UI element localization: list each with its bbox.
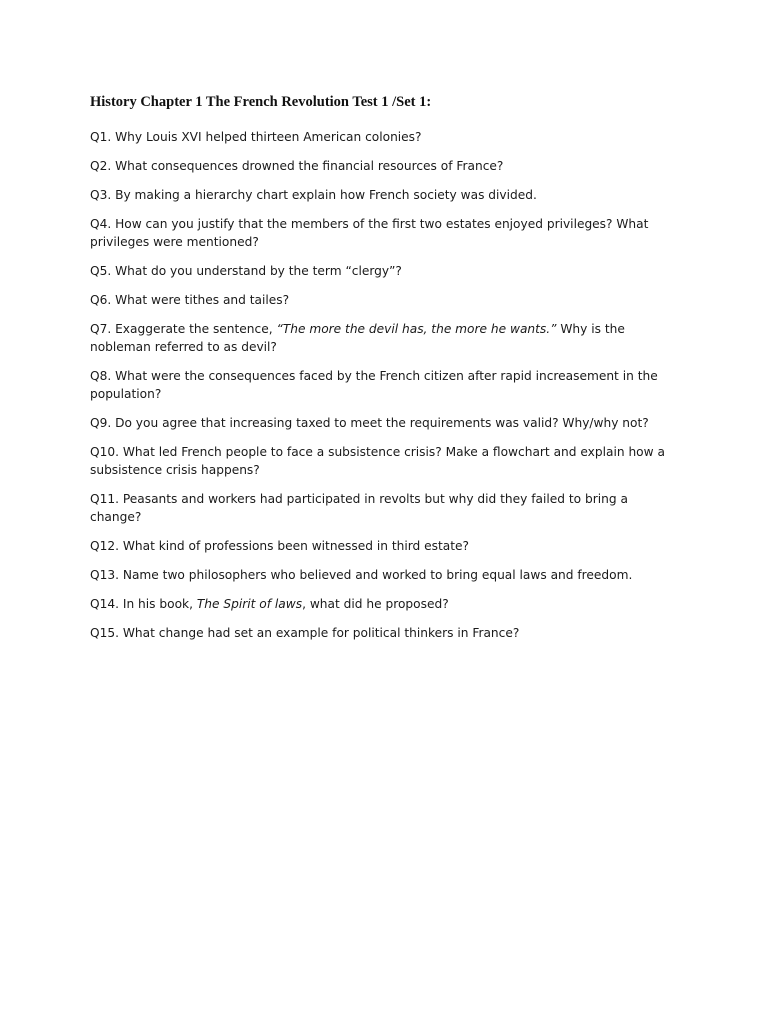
question-4: Q4. How can you justify that the members of the first two estates enjoyed privileges? What privileges were mentioned? — [90, 217, 649, 249]
question-2: Q2. What consequences drowned the financial resources of France? — [90, 159, 504, 173]
question-14 — [90, 595, 670, 613]
question-7-text: Q7. Exaggerate the sentence, — [90, 322, 277, 336]
question-8: Q8. What were the consequences faced by the French citizen after rapid increasement in the population? — [90, 369, 658, 401]
document-title: History Chapter 1 The French Revolution Test 1 /Set 1: — [90, 94, 432, 110]
question-7-text-end: Why is the nobleman referred to as devil? — [90, 322, 625, 354]
question-12: Q12. What kind of professions been witnessed in third estate? — [90, 539, 469, 553]
question-11: Q11. Peasants and workers had participated in revolts but why did they failed to bring a change? — [90, 492, 628, 524]
question-13: Q13. Name two philosophers who believed and worked to bring equal laws and freedom. — [90, 568, 633, 582]
question-3: Q3. By making a hierarchy chart explain how French society was divided. — [90, 188, 537, 202]
question-1: Q1. Why Louis XVI helped thirteen American colonies? — [90, 130, 422, 144]
question-7-quote: “The more the devil has, the more he wants.” — [276, 322, 557, 336]
document-content — [90, 93, 670, 653]
question-14-text: Q14. In his book, — [90, 597, 197, 611]
question-6: Q6. What were tithes and tailes? — [90, 293, 290, 307]
question-7 — [90, 320, 670, 356]
question-15: Q15. What change had set an example for political thinkers in France? — [90, 626, 520, 640]
question-5: Q5. What do you understand by the term “clergy”? — [90, 264, 402, 278]
question-14-book-title: The Spirit of laws — [196, 597, 303, 611]
question-9: Q9. Do you agree that increasing taxed to meet the requirements was valid? Why/why not? — [90, 416, 649, 430]
question-14-text-end: , what did he proposed? — [302, 597, 449, 611]
question-10: Q10. What led French people to face a subsistence crisis? Make a flowchart and explain how a subsistence crisis happens? — [90, 445, 665, 477]
